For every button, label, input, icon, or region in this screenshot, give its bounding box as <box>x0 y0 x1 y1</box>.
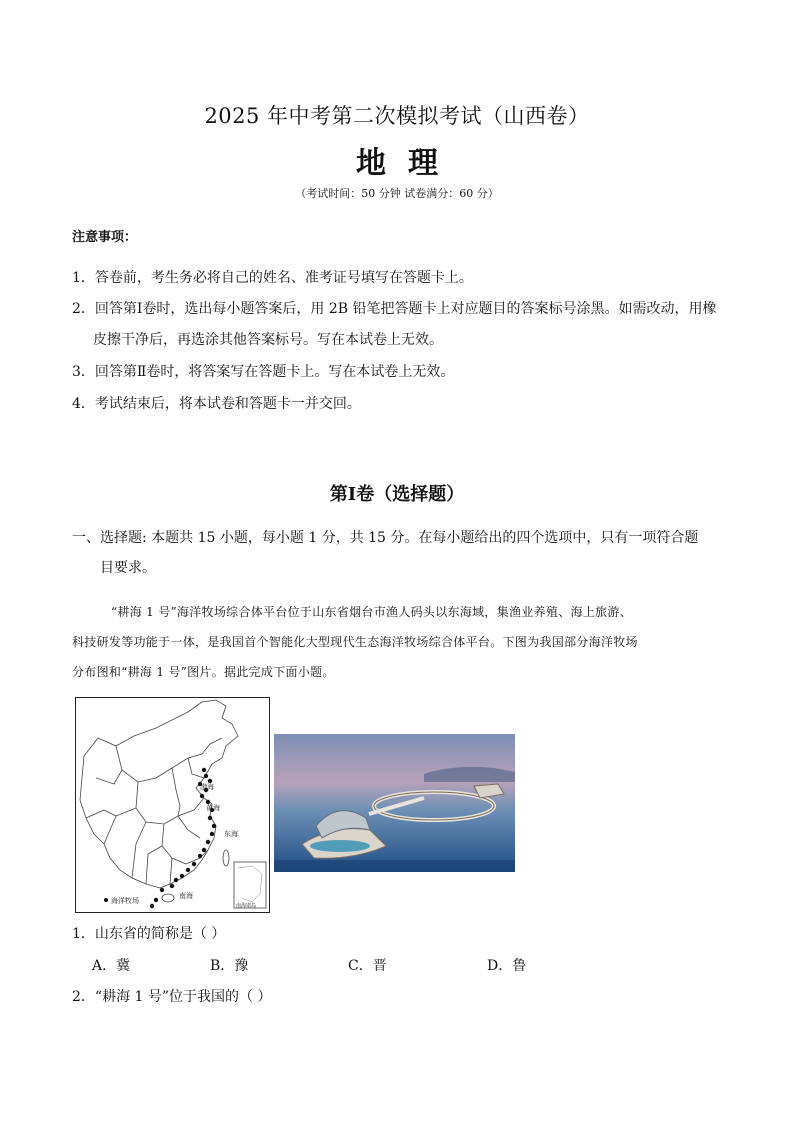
label-donghai: 东海 <box>224 830 238 838</box>
passage-line-3: 分布图和“耕海 1 号”图片。据此完成下面小题。 <box>72 665 335 679</box>
notice-item-2: 2．回答第Ⅰ卷时，选出每小题答案后，用 2B 铅笔把答题卡上对应题目的答案标号涂黑。如需改动，用橡 <box>72 301 717 317</box>
label-nanhai: 南海 <box>179 892 193 900</box>
section-instruction-continued: 目要求。 <box>100 560 156 576</box>
notice-item-4: 4．考试结束后，将本试卷和答题卡一并交回。 <box>72 396 361 412</box>
marine-ranch-map <box>75 697 270 913</box>
question-1-option-c[interactable]: C．晋 <box>348 958 387 974</box>
subject-title: 地理 <box>356 146 460 181</box>
exam-title: 2025 年中考第二次模拟考试（山西卷） <box>204 104 590 128</box>
passage-line-2: 科技研发等功能于一体，是我国首个智能化大型现代生态海洋牧场综合体平台。下图为我国部分海洋牧场 <box>72 635 638 649</box>
notice-item-1: 1．答卷前，考生务必将自己的姓名、准考证号填写在答题卡上。 <box>72 270 473 286</box>
label-bohai: 渤海 <box>200 783 214 791</box>
notice-item-2-continued: 皮擦干净后，再选涂其他答案标号。写在本试卷上无效。 <box>93 332 443 348</box>
exam-info: （考试时间：50 分钟 试卷满分：60 分） <box>295 187 499 200</box>
passage-line-1: “耕海 1 号”海洋牧场综合体平台位于山东省烟台市渔人码头以东海域，集渔业养殖、海上旅游、 <box>111 605 633 619</box>
label-huanghai: 黄海 <box>206 804 220 812</box>
genghai-platform-photo <box>274 734 515 872</box>
notice-heading: 注意事项： <box>72 230 138 245</box>
label-inset: 南海诸岛 <box>236 903 257 909</box>
section-title: 第Ⅰ卷（选择题） <box>329 484 465 505</box>
question-2: 2．“耕海 1 号”位于我国的（ ） <box>72 989 272 1005</box>
section-instruction: 一、选择题: 本题共 15 小题，每小题 1 分，共 15 分。在每小题给出的四个选项中，只有一项符合题 <box>72 530 699 546</box>
question-1-option-a[interactable]: A．冀 <box>92 958 131 974</box>
notice-item-3: 3．回答第Ⅱ卷时，将答案写在答题卡上。写在本试卷上无效。 <box>72 364 455 380</box>
label-legend-ranch: 海洋牧场 <box>111 897 139 905</box>
question-1: 1．山东省的简称是（ ） <box>72 926 226 942</box>
question-1-option-d[interactable]: D．鲁 <box>487 958 527 974</box>
question-1-option-b[interactable]: B．豫 <box>210 958 249 974</box>
